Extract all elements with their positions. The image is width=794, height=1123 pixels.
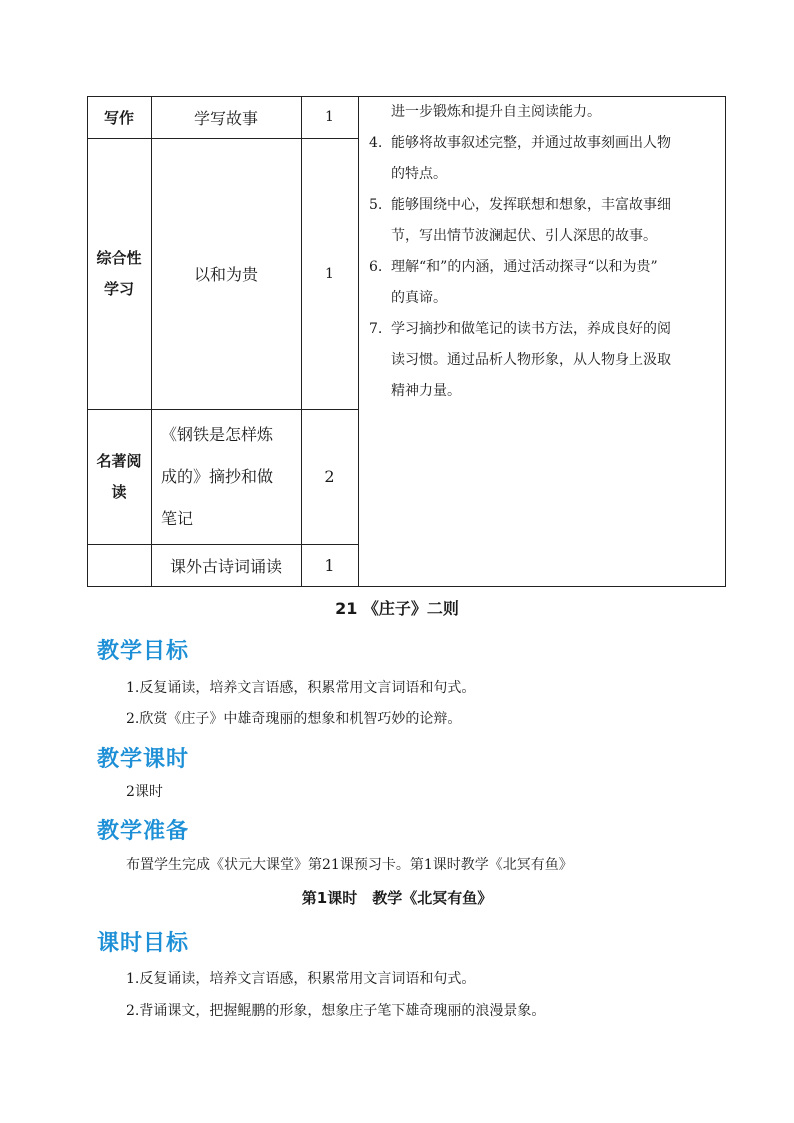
objective-line: 能够将故事叙述完整，并通过故事刻画出人物 (391, 135, 671, 151)
content-cell (161, 409, 295, 544)
goal-item: 2.欣赏《庄子》中雄奇瑰丽的想象和机智巧妙的论辩。 (126, 711, 462, 727)
objective-line: 的特点。 (391, 166, 447, 182)
objective-number: 6. (369, 259, 383, 275)
hours-cell (301, 138, 358, 409)
content-label: 学写故事 (193, 108, 258, 128)
objective-number: 7. (369, 321, 383, 337)
period-goal-item: 1.反复诵读，培养文言语感，积累常用文言词语和句式。 (126, 971, 476, 987)
hours-cell (301, 96, 358, 138)
category-cell (87, 96, 151, 138)
objective-line: 的真谛。 (391, 290, 447, 306)
section-heading-period-goals: 课时目标 (97, 931, 190, 956)
objective-number: 5. (369, 197, 383, 213)
prep-text: 布置学生完成《状元大课堂》第21课预习卡。第1课时教学《北冥有鱼》 (126, 857, 573, 873)
objective-line: 理解“和”的内涵，通过活动探寻“以和为贵” (391, 259, 658, 275)
category-label-line: 学习 (103, 279, 134, 298)
hours-value: 1 (325, 109, 334, 125)
content-cell (151, 96, 301, 138)
objectives-cell (359, 96, 725, 586)
section-heading-goals: 教学目标 (97, 639, 190, 664)
category-cell (87, 544, 151, 586)
lesson-title: 21 《庄子》二则 (335, 599, 459, 618)
period-goal-item: 2.背诵课文，把握鲲鹏的形象，想象庄子笔下雄奇瑰丽的浪漫景象。 (126, 1003, 546, 1019)
content-line: 笔记 (161, 508, 194, 528)
period-title: 第1课时 教学《北冥有鱼》 (301, 889, 493, 907)
content-cell (151, 544, 301, 586)
objective-number: 4. (369, 135, 383, 151)
content-cell (151, 138, 301, 409)
objective-line: 精神力量。 (391, 383, 461, 399)
objective-item (369, 252, 721, 314)
hours-value: 1 (325, 265, 334, 282)
content-line: 《钢铁是怎样炼 (161, 424, 274, 444)
content-line: 成的》摘抄和做 (161, 466, 274, 486)
hours-value: 1 (324, 555, 335, 575)
hours-cell (301, 409, 358, 544)
unit-plan-table (87, 96, 726, 587)
category-label-line: 名著阅 (96, 451, 142, 470)
category-label: 写作 (103, 108, 134, 127)
goal-item: 1.反复诵读，培养文言语感，积累常用文言词语和句式。 (126, 680, 476, 696)
objective-item (369, 314, 721, 407)
objective-line: 学习摘抄和做笔记的读书方法，养成良好的阅 (391, 321, 671, 337)
objective-item (369, 128, 721, 190)
objective-line: 进一步锻炼和提升自主阅读能力。 (391, 104, 601, 120)
content-label: 以和为贵 (193, 265, 258, 284)
hours-text: 2课时 (126, 784, 163, 800)
objective-line: 能够围绕中心，发挥联想和想象，丰富故事细 (391, 197, 671, 213)
category-label-line: 读 (111, 482, 127, 501)
objective-line: 读习惯。通过品析人物形象，从人物身上汲取 (391, 352, 671, 368)
category-cell (87, 138, 151, 409)
objective-item (369, 190, 721, 252)
objective-line: 节，写出情节波澜起伏、引人深思的故事。 (391, 228, 657, 244)
section-heading-hours: 教学课时 (97, 747, 190, 772)
section-heading-prep: 教学准备 (97, 819, 190, 844)
objectives-list (369, 97, 721, 407)
hours-cell (301, 544, 358, 586)
hours-value: 2 (324, 467, 335, 486)
category-label-line: 综合性 (96, 248, 142, 267)
category-cell (87, 409, 151, 544)
content-label: 课外古诗词诵读 (169, 556, 282, 576)
